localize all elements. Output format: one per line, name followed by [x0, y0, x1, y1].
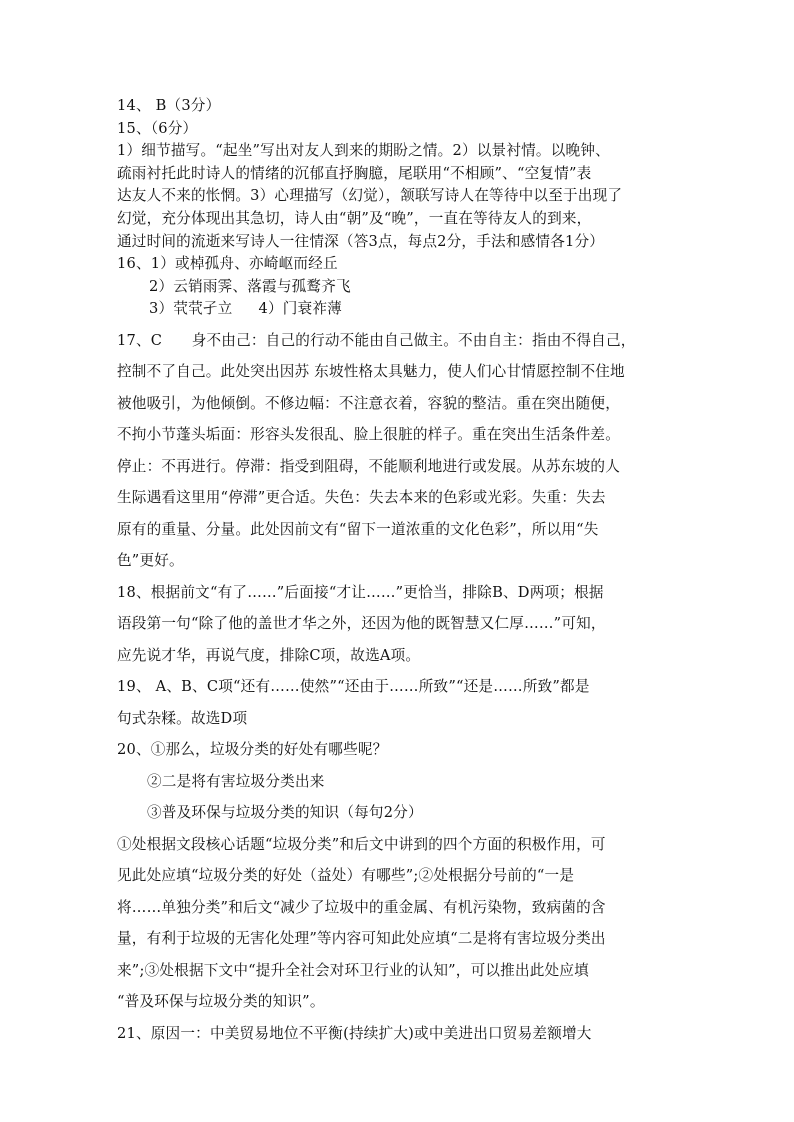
- answer-20-item-2: ②二是将有害垃圾分类出来: [147, 772, 325, 790]
- answer-21-line-1: 21、原因一：中美贸易地位不平衡(持续扩大)或中美进出口贸易差额增大: [117, 1024, 592, 1042]
- answer-16-line-2: 2）云销雨霁、落霞与孤鹜齐飞: [149, 277, 351, 295]
- answer-17-line-2: 控制不了自己。此处突出因苏 东坡性格太具魅力，使人们心甘情愿控制不住地: [117, 363, 625, 381]
- answer-17-line-3: 被他吸引，为他倾倒。不修边幅：不注意衣着，容貌的整洁。重在突出随便，: [117, 394, 620, 412]
- answer-16-item-4: 4）门衰祚薄: [258, 300, 342, 318]
- short-answer-section: [117, 95, 677, 321]
- answer-18-line-1: 18、根据前文“有了……”后面接“才让……”更恰当，排除B、D两项；根据: [117, 583, 604, 601]
- answer-15-line-2: 疏雨衬托此时诗人的情绪的沉郁直抒胸臆，尾联用“不相顾”、“空复情”表: [117, 164, 592, 182]
- answer-15-line-5: 通过时间的流逝来写诗人一往情深（答3点，每点2分，手法和感情各1分）: [117, 232, 605, 250]
- answer-20-item-3: ③普及环保与垃圾分类的知识（每句2分）: [147, 804, 423, 822]
- long-answer-section: [117, 325, 677, 1050]
- answer-16-line-3: [117, 298, 677, 321]
- answer-14: 14、 B（3分）: [117, 97, 221, 114]
- answer-18-line-2: 语段第一句“除了他的盖世才华之外，还因为他的既智慧又仁厚……”可知，: [117, 615, 606, 633]
- answer-key-content: [117, 95, 677, 1049]
- answer-15-line-3: 达友人不来的怅惘。3）心理描写（幻觉），颔联写诗人在等待中以至于出现了: [117, 187, 623, 205]
- answer-17-line-8: 色”更好。: [117, 552, 184, 570]
- answer-17-line-1: 17、C 身不由己：自己的行动不能由自己做主。不由自主：指由不得自己，: [117, 331, 636, 349]
- answer-15-header: 15、（6分）: [117, 119, 198, 137]
- answer-20-explain-2: 见此处应填“垃圾分类的好处（益处）有哪些”;②处根据分号前的“一是: [117, 867, 575, 885]
- answer-20-explain-6: “普及环保与垃圾分类的知识”。: [117, 993, 325, 1011]
- answer-17-line-4: 不拘小节蓬头垢面：形容头发很乱、脸上很脏的样子。重在突出生活条件差。: [117, 426, 620, 444]
- answer-16-line-1: 16、1）或棹孤舟、亦崎岖而经丘: [117, 255, 338, 273]
- answer-15-line-1: 1）细节描写。“起坐”写出对友人到来的期盼之情。2）以景衬情。以晚钟、: [117, 142, 610, 160]
- answer-17-line-5: 停止：不再进行。停滞：指受到阻碍，不能顺利地进行或发展。从苏东坡的人: [117, 457, 620, 475]
- answer-20-explain-1: ①处根据文段核心话题“垃圾分类”和后文中讲到的四个方面的积极作用，可: [117, 835, 606, 853]
- answer-20-explain-3: 将……单独分类”和后文“减少了垃圾中的重金属、有机污染物，致病菌的含: [117, 898, 606, 916]
- answer-18-line-3: 应先说才华，再说气度，排除C项，故选A项。: [117, 646, 421, 664]
- answer-20-explain-4: 量，有利于垃圾的无害化处理”等内容可知此处应填“二是将有害垃圾分类出: [117, 930, 606, 948]
- answer-17-line-7: 原有的重量、分量。此处因前文有“留下一道浓重的文化色彩”，所以用“失: [117, 520, 599, 538]
- answer-20-item-1: 20、①那么，垃圾分类的好处有哪些呢？: [117, 741, 388, 759]
- answer-15-line-4: 幻觉，充分体现出其急切，诗人由“朝”及“晚”，一直在等待友人的到来，: [117, 209, 592, 227]
- answer-19-line-2: 句式杂糅。故选D项: [117, 709, 248, 727]
- answer-19-line-1: 19、 A、B、C项“还有……使然”“还由于……所致”“还是……所致”都是: [117, 678, 590, 696]
- answer-20-explain-5: 来”;③处根据下文中“提升全社会对环卫行业的认知”，可以推出此处应填: [117, 961, 589, 979]
- answer-17-line-6: 生际遇看这里用“停滞”更合适。失色：失去本来的色彩或光彩。失重：失去: [117, 489, 606, 507]
- answer-16-item-3: 3）茕茕孑立: [149, 300, 233, 318]
